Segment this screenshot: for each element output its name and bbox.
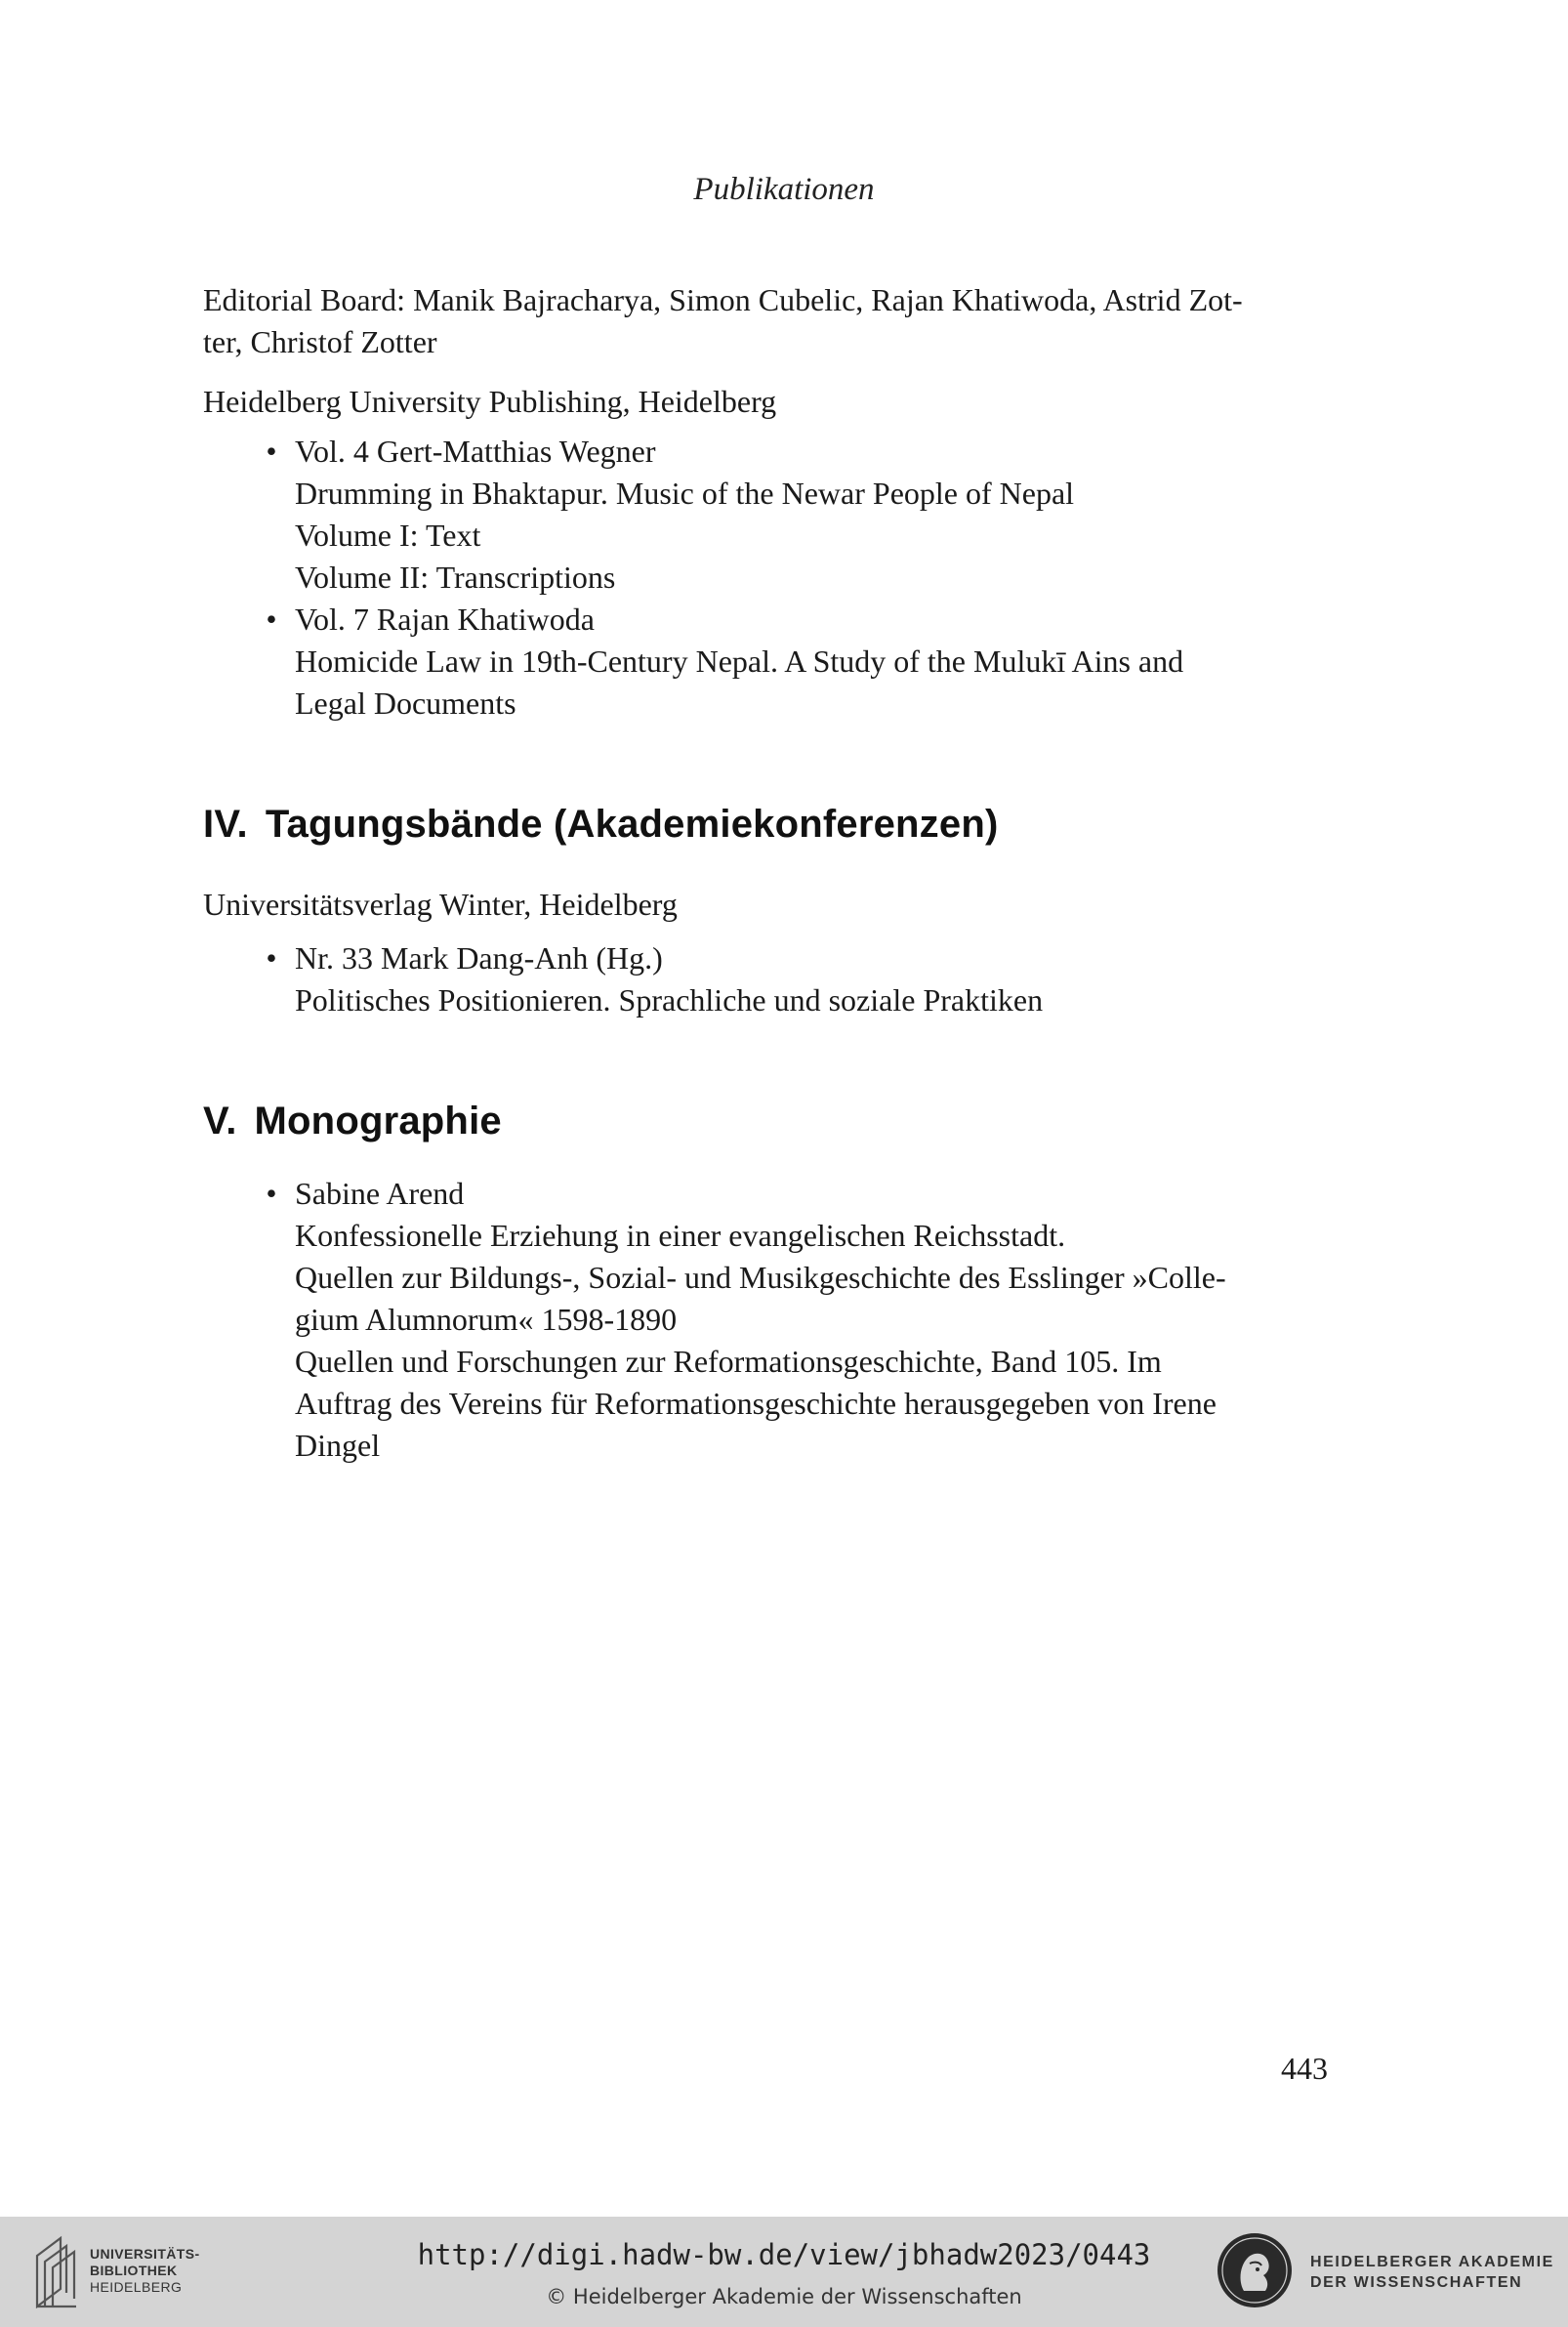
list-item [266, 431, 1331, 599]
editorial-board-line: Editorial Board: Manik Bajracharya, Simon Cubelic, Rajan Khatiwoda, Astrid Zot- [203, 282, 1243, 317]
entry-line: Volume I: Text [295, 518, 481, 553]
publisher-line: Heidelberg University Publishing, Heidelberg [203, 384, 777, 419]
entry-line: Auftrag des Vereins für Reformationsgeschichte herausgegeben von Irene [295, 1386, 1217, 1421]
entry-line: Dingel [295, 1428, 381, 1463]
entry-line: Drumming in Bhaktapur. Music of the Newar People of Nepal [295, 476, 1075, 511]
entry-line: Legal Documents [295, 686, 516, 721]
publication-list [266, 1173, 1331, 1467]
bullet-icon: • [266, 602, 277, 637]
section-number: V. [203, 1100, 237, 1143]
section-heading [203, 1097, 1331, 1145]
entry-line: Vol. 7 Rajan Khatiwoda [295, 602, 595, 637]
section-heading [203, 800, 1331, 849]
section-title: Monographie [254, 1100, 502, 1143]
entry-line: gium Alumnorum« 1598-1890 [295, 1302, 678, 1337]
list-item [266, 1173, 1331, 1467]
section-title: Tagungsbände (Akademiekonferenzen) [265, 803, 999, 846]
publisher-line: Universitätsverlag Winter, Heidelberg [203, 887, 678, 922]
academy-logo-line: HEIDELBERGER AKADEMIE [1310, 2254, 1554, 2270]
page-number: 443 [1281, 2051, 1328, 2086]
publication-list [266, 937, 1331, 1021]
publication-list [266, 431, 1331, 725]
section-number: IV. [203, 803, 248, 846]
list-item [266, 599, 1331, 725]
permalink[interactable]: http://digi.hadw-bw.de/view/jbhadw2023/0443 [417, 2238, 1151, 2271]
entry-line: Vol. 4 Gert-Matthias Wegner [295, 434, 656, 469]
editorial-board [203, 279, 1331, 363]
bullet-icon: • [266, 1176, 277, 1211]
copyright-notice: © Heidelberger Akademie der Wissenschaften [546, 2285, 1022, 2308]
academy-logo-line: DER WISSENSCHAFTEN [1310, 2274, 1523, 2291]
running-head: Publikationen [693, 172, 875, 207]
entry-line: Volume II: Transcriptions [295, 560, 616, 595]
library-logo-line: HEIDELBERG [90, 2279, 183, 2295]
entry-line: Sabine Arend [295, 1176, 465, 1211]
page-content [203, 279, 1331, 1467]
entry-line: Homicide Law in 19th-Century Nepal. A Study of the Mulukī Ains and [295, 644, 1184, 679]
entry-line: Nr. 33 Mark Dang-Anh (Hg.) [295, 940, 663, 976]
entry-line: Politisches Positionieren. Sprachliche und soziale Praktiken [295, 982, 1044, 1018]
library-logo-line: UNIVERSITÄTS- [90, 2246, 200, 2262]
bullet-icon: • [266, 940, 277, 976]
footer-bar [0, 2217, 1568, 2327]
academy-seal-icon [1215, 2230, 1295, 2310]
entry-line: Quellen zur Bildungs-, Sozial- und Musikgeschichte des Esslinger »Colle- [295, 1260, 1226, 1295]
bullet-icon: • [266, 434, 277, 469]
library-logo-line: BIBLIOTHEK [90, 2263, 178, 2278]
editorial-board-line: ter, Christof Zotter [203, 324, 437, 359]
academy-logo-text [1310, 2252, 1554, 2293]
entry-line: Quellen und Forschungen zur Reformationsgeschichte, Band 105. Im [295, 1344, 1162, 1379]
entry-line: Konfessionelle Erziehung in einer evangelischen Reichsstadt. [295, 1218, 1066, 1253]
list-item [266, 937, 1331, 1021]
